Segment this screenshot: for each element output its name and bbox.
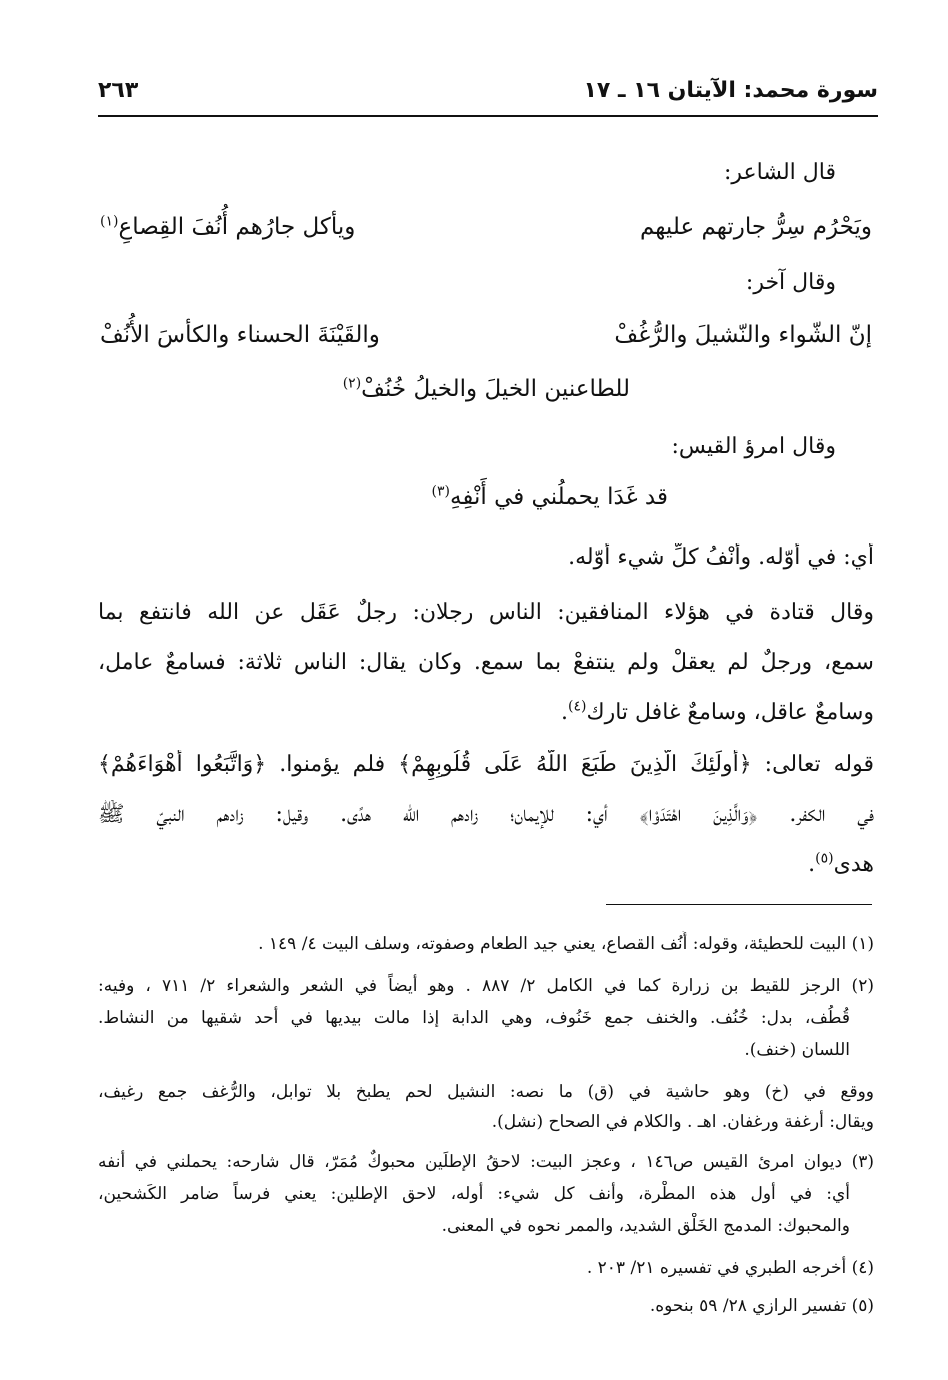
footnote-ref-3: (٣) xyxy=(431,483,450,500)
footnote-ref-5: (٥) xyxy=(815,850,834,867)
qatada-line-3 xyxy=(98,698,874,728)
qatada-line-2: سمع، ورجلٌ لم يعقلْ ولم ينتفعْ بما سمع. وكان يقال: الناس ثلاثة: فسامعٌ عامل، xyxy=(98,650,874,675)
ayah-line-1: قوله تعالى: ﴿أُولَئِكَ الَّذِينَ طَبَعَ اللَّهُ عَلَى قُلُوبِهِمْ﴾ فلم يؤمنوا. ﴿وَاتَّبَعُوا أَهْوَاءَهُمْ﴾ xyxy=(98,752,874,777)
footnote-separator xyxy=(606,904,872,905)
footnote-ref-1: (١) xyxy=(100,213,119,230)
footnote-1: (١) البيت للحطيئة، وقوله: أُنُف القصاع، يعني جيد الطعام وصفوته، وسلف البيت ٤/ ١٤٩ . xyxy=(258,934,874,954)
page-number: ٢٦٣ xyxy=(98,78,139,103)
page-header xyxy=(98,78,878,114)
ayah-line-3 xyxy=(98,850,874,880)
verse1-second-hemistich xyxy=(100,212,355,242)
verse1-right-text: ويَحْرُم سِرُّ جارتهم عليهم xyxy=(639,214,872,240)
footnote-2-line-2: قُطُف، بدل: خُنُف. والخنف جمع خَنُوف، وهي الدابة إذا مالت بيديها في أحد شقيها من النشاط. xyxy=(98,1008,850,1028)
qatada-period: . xyxy=(560,700,568,725)
verse3 xyxy=(432,482,668,512)
footnote-ref-4: (٤) xyxy=(567,698,587,715)
qatada-line-1: وقال قتادة في هؤلاء المنافقين: الناس رجلان: رجلٌ عَقَل عن الله فانتفع بما xyxy=(98,600,874,625)
verse2-line2 xyxy=(343,374,630,404)
footnote-5: (٥) تفسير الرازي ٢٨/ ٥٩ بنحوه. xyxy=(649,1296,874,1316)
qatada-line-3-text: وسامعٌ عاقل، وسامعٌ غافل تارك xyxy=(586,700,874,725)
verse2-second-hemistich: والقَيْنَةَ الحسناء والكأسَ الأُنُفْ xyxy=(100,322,380,348)
footnote-4: (٤) أخرجه الطبري في تفسيره ٢١/ ٢٠٣ . xyxy=(586,1258,874,1278)
poet-intro-1: قال الشاعر: xyxy=(723,160,836,185)
verse1-left-text: ويأكل جارُهم أُنُفَ القِصاعِ xyxy=(118,214,356,240)
footnote-3-line-2: أي: في أول هذه المطْرة، وأنف كل شيء: أوله، لاحق الإطلين: يعني فرساً ضامر الكَشحين، xyxy=(98,1184,850,1204)
footnote-2-line-4: ووقع في (خ) وهو حاشية في (ق) ما نصه: النشيل لحم يطبخ بلا توابل، والرُّغف جمع رغيف، xyxy=(98,1082,874,1102)
verse3-text: قد غَدَا يحملُني في أَنْفِهِ xyxy=(450,484,668,510)
verse2-first-hemistich: إنّ الشّواء والنّشيلَ والرُّغُفْ xyxy=(614,322,872,348)
running-title: سورة محمد: الآيتان ١٦ ـ ١٧ xyxy=(583,78,878,103)
footnote-2-line-3: اللسان (خنف). xyxy=(744,1040,850,1060)
footnote-3-line-3: والمحبوك: المدمج الخَلْق الشديد، والممر نحوه في المعنى. xyxy=(441,1216,850,1236)
footnote-2-line-1: (٢) الرجز للقيط بن زرارة كما في الكامل ٢/ ٨٨٧ . وهو أيضاً في الشعر والشعراء ٢/ ٧١١ ، وفيه: xyxy=(98,976,874,996)
ayah-line-2: في الكفر. ﴿وَالَّذِينَ اهْتَدَوْا﴾ أي: للإيمان؛ زادهم الله هدًى. وقيل: زادهم النبيّ ﷺ xyxy=(98,802,874,827)
ayah-line-3-text: هدى xyxy=(833,852,874,877)
poet-intro-2: وقال آخر: xyxy=(745,270,836,295)
footnote-ref-2: (٢) xyxy=(342,375,362,392)
footnote-3-line-1: (٣) ديوان امرئ القيس ص١٤٦ ، وعجز البيت: لاحقُ الإطلَين محبوكٌ مُمَرّ، قال شارحه: يحملني في أنفه xyxy=(98,1152,874,1172)
ayah-period: . xyxy=(808,852,816,877)
explanation-line: أي: في أوّله. وأنْفُ كلِّ شيء أوّله. xyxy=(568,545,874,570)
verse2-line2-text: للطاعنين الخيلَ والخيلُ خُنُفْ xyxy=(361,376,630,402)
footnote-2-line-5: ويقال: أرغفة ورغفان. اهـ . والكلام في الصحاح (نشل). xyxy=(491,1112,874,1132)
poet-intro-3: وقال امرؤ القيس: xyxy=(671,434,836,459)
verse1-first-hemistich xyxy=(640,212,872,242)
header-rule xyxy=(98,115,878,117)
